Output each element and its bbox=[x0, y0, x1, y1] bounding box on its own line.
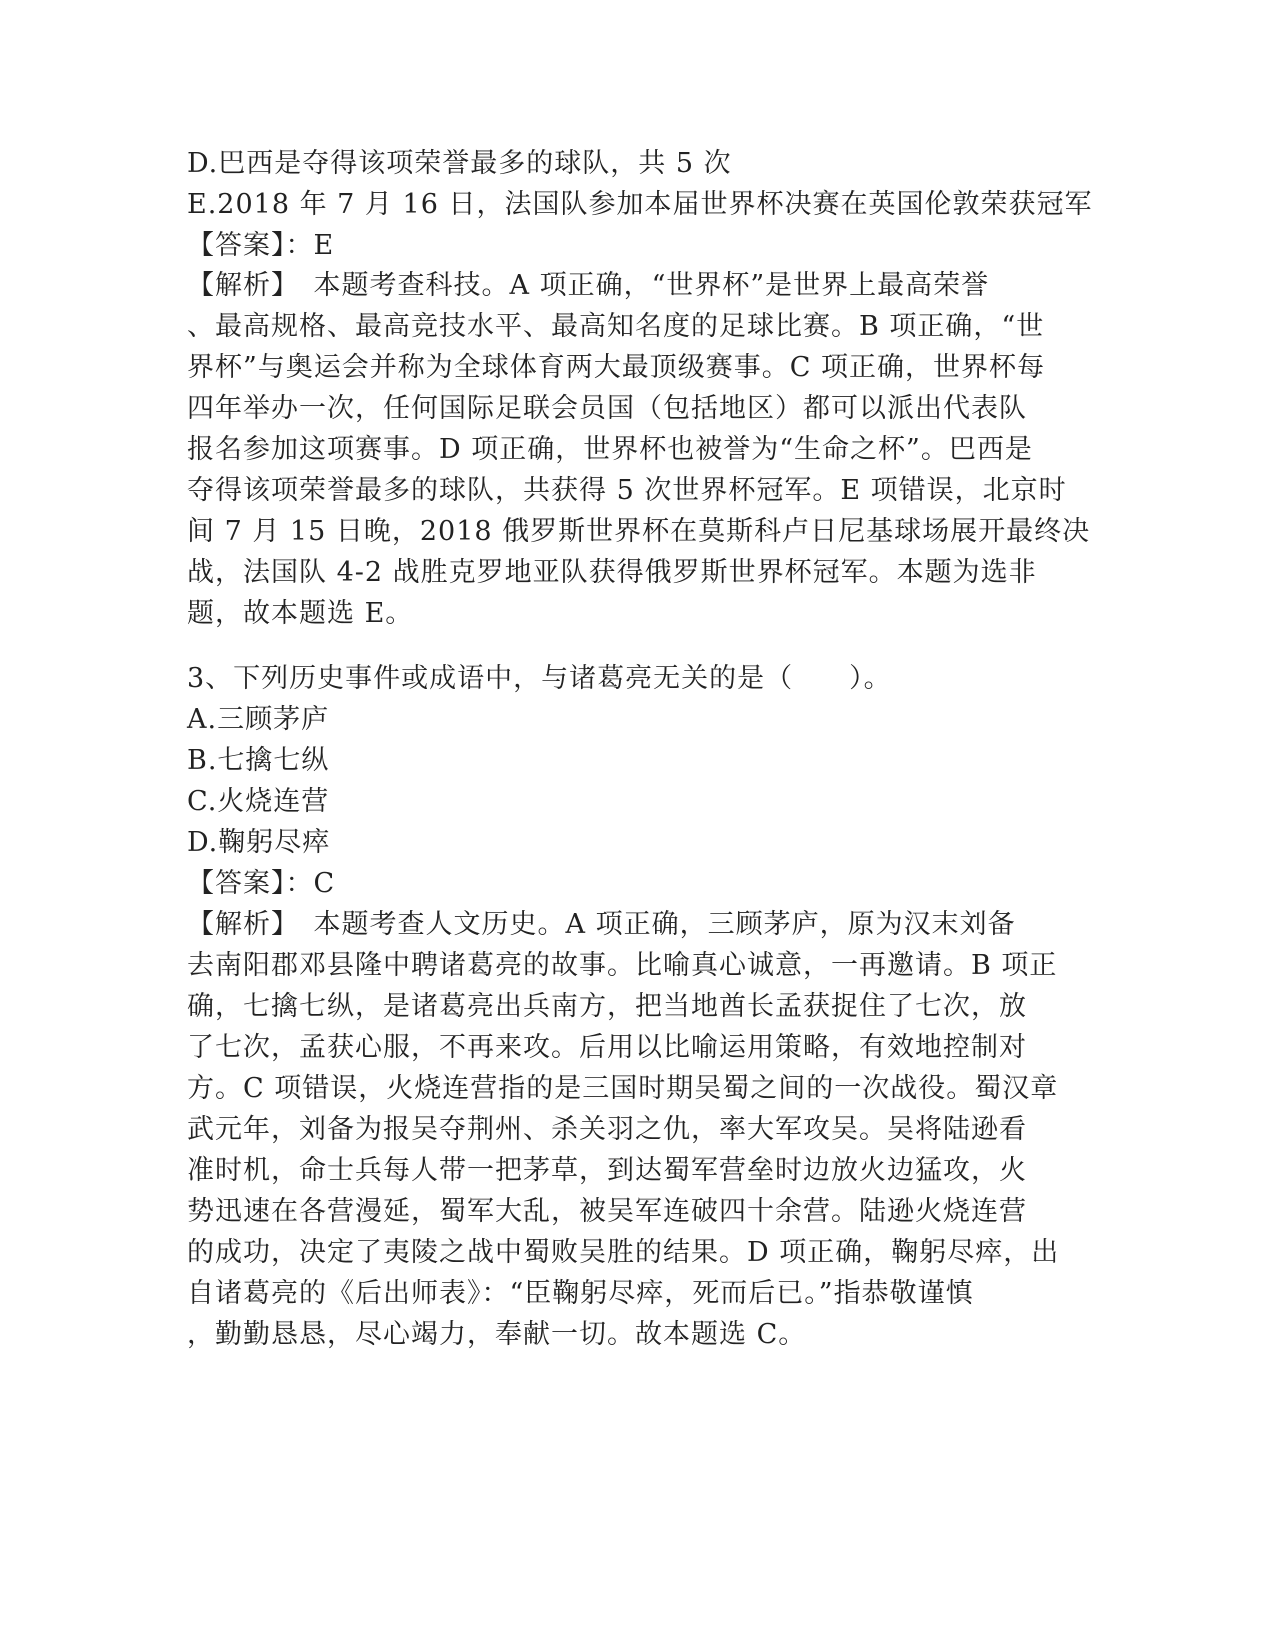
q2-analysis-line: 、最高规格、最高竞技水平、最高知名度的足球比赛。B 项正确，“世 bbox=[187, 311, 1045, 342]
q2-option-d: D.巴西是夺得该项荣誉最多的球队，共 5 次 bbox=[187, 148, 732, 179]
q3-analysis-line: 方。C 项错误，火烧连营指的是三国时期吴蜀之间的一次战役。蜀汉章 bbox=[187, 1073, 1059, 1104]
q2-answer: 【答案】：E bbox=[187, 230, 335, 261]
q2-analysis-line: 【解析】 本题考查科技。A 项正确，“世界杯”是世界上最高荣誉 bbox=[187, 270, 990, 301]
q3-analysis-line: 去南阳郡邓县隆中聘诸葛亮的故事。比喻真心诚意，一再邀请。B 项正 bbox=[187, 950, 1058, 981]
q3-analysis-line: ，勤勤恳恳，尽心竭力，奉献一切。故本题选 C。 bbox=[187, 1319, 807, 1350]
q3-analysis-line: 的成功，决定了夷陵之战中蜀败吴胜的结果。D 项正确，鞠躬尽瘁，出 bbox=[187, 1237, 1060, 1268]
q3-analysis-line: 确，七擒七纵，是诸葛亮出兵南方，把当地酋长孟获捉住了七次，放 bbox=[187, 991, 1027, 1022]
q3-analysis-line: 势迅速在各营漫延，蜀军大乱，被吴军连破四十余营。陆逊火烧连营 bbox=[187, 1196, 1027, 1227]
q3-option-a: A.三顾茅庐 bbox=[187, 704, 330, 735]
q3-analysis-line: 武元年，刘备为报吴夺荆州、杀关羽之仇，率大军攻吴。吴将陆逊看 bbox=[187, 1114, 1027, 1145]
q3-question: 3、下列历史事件或成语中，与诸葛亮无关的是（ ）。 bbox=[187, 663, 892, 694]
q3-analysis-line: 了七次，孟获心服，不再来攻。后用以比喻运用策略，有效地控制对 bbox=[187, 1032, 1027, 1063]
q2-analysis-line: 界杯”与奥运会并称为全球体育两大最顶级赛事。C 项正确，世界杯每 bbox=[187, 352, 1046, 383]
q2-analysis-line: 战，法国队 4-2 战胜克罗地亚队获得俄罗斯世界杯冠军。本题为选非 bbox=[187, 557, 1037, 588]
q2-analysis-line: 题，故本题选 E。 bbox=[187, 598, 414, 629]
q3-option-b: B.七擒七纵 bbox=[187, 745, 330, 776]
q2-option-e: E.2018 年 7 月 16 日，法国队参加本届世界杯决赛在英国伦敦荣获冠军 bbox=[187, 189, 1093, 220]
q3-option-c: C.火烧连营 bbox=[187, 786, 330, 817]
q3-analysis-line: 自诸葛亮的《后出师表》：“臣鞠躬尽瘁，死而后已。”指恭敬谨慎 bbox=[187, 1278, 974, 1309]
q3-option-d: D.鞠躬尽瘁 bbox=[187, 827, 331, 858]
q3-answer: 【答案】：C bbox=[187, 868, 336, 899]
q2-analysis-line: 夺得该项荣誉最多的球队，共获得 5 次世界杯冠军。E 项错误，北京时 bbox=[187, 475, 1067, 506]
q2-analysis-line: 间 7 月 15 日晚，2018 俄罗斯世界杯在莫斯科卢日尼基球场展开最终决 bbox=[187, 516, 1091, 547]
q3-analysis-line: 【解析】 本题考查人文历史。A 项正确，三顾茅庐，原为汉末刘备 bbox=[187, 909, 1016, 940]
q2-analysis-line: 四年举办一次，任何国际足联会员国（包括地区）都可以派出代表队 bbox=[187, 393, 1027, 424]
q2-analysis-line: 报名参加这项赛事。D 项正确，世界杯也被誉为“生命之杯”。巴西是 bbox=[187, 434, 1033, 465]
q3-analysis-line: 准时机，命士兵每人带一把茅草，到达蜀军营垒时边放火边猛攻，火 bbox=[187, 1155, 1027, 1186]
